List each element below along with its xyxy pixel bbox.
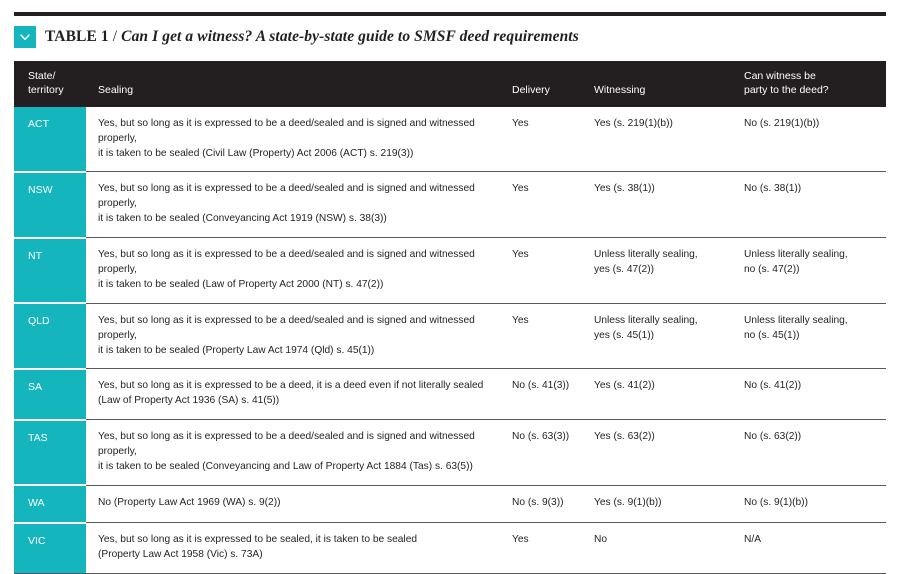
smsf-deed-requirements-table bbox=[14, 61, 886, 574]
cell-sealing bbox=[86, 238, 510, 304]
cell-sealing bbox=[86, 485, 510, 522]
column-header-state-line2: territory bbox=[28, 83, 64, 96]
table-row bbox=[14, 107, 886, 172]
cell-delivery-line1: No (s. 41(3)) bbox=[512, 380, 570, 392]
cell-sealing-line2: it is taken to be sealed (Conveyancing Act 1919 (NSW) s. 38(3)) bbox=[98, 213, 387, 225]
state-badge-label: VIC bbox=[28, 534, 46, 547]
cell-sealing-line2: (Property Law Act 1958 (Vic) s. 73A) bbox=[98, 549, 263, 561]
state-badge bbox=[14, 485, 86, 522]
table-row bbox=[14, 523, 886, 574]
cell-delivery bbox=[510, 523, 592, 574]
cell-witnessing-line1: Yes (s. 219(1)(b)) bbox=[594, 117, 673, 129]
table-header bbox=[14, 61, 886, 107]
column-header-party-to-deed bbox=[742, 61, 886, 107]
state-badge bbox=[14, 420, 86, 486]
cell-sealing bbox=[86, 369, 510, 420]
cell-witnessing bbox=[592, 369, 742, 420]
state-badge bbox=[14, 238, 86, 304]
cell-delivery bbox=[510, 238, 592, 304]
cell-party-line1: No (s. 219(1)(b)) bbox=[744, 117, 820, 129]
table-row bbox=[14, 420, 886, 486]
cell-sealing-line1: Yes, but so long as it is expressed to be a deed/sealed and is signed and witnessed properly, bbox=[98, 249, 475, 275]
column-header-party-line1: Can witness be bbox=[744, 70, 816, 82]
caption-text bbox=[45, 29, 579, 45]
state-badge-label: NSW bbox=[28, 183, 53, 196]
cell-witnessing bbox=[592, 523, 742, 574]
cell-delivery-line1: Yes bbox=[512, 534, 529, 546]
page-title: Can I get a witness? A state-by-state guide to SMSF deed requirements bbox=[121, 28, 579, 46]
cell-delivery-line1: No (s. 63(3)) bbox=[512, 431, 570, 443]
column-header-party-line2: party to the deed? bbox=[744, 83, 829, 96]
cell-party bbox=[742, 485, 886, 522]
column-header-delivery bbox=[510, 61, 592, 107]
column-header-witnessing-label: Witnessing bbox=[594, 83, 646, 96]
cell-party bbox=[742, 369, 886, 420]
state-badge bbox=[14, 172, 86, 238]
cell-party bbox=[742, 303, 886, 369]
cell-witnessing-line1: Yes (s. 41(2)) bbox=[594, 380, 655, 392]
cell-sealing-line2: (Law of Property Act 1936 (SA) s. 41(5)) bbox=[98, 395, 280, 407]
cell-delivery-line1: No (s. 9(3)) bbox=[512, 496, 564, 508]
table-row bbox=[14, 303, 886, 369]
cell-witnessing-line2: yes (s. 47(2)) bbox=[594, 263, 655, 275]
cell-witnessing bbox=[592, 485, 742, 522]
cell-party-line1: No (s. 9(1)(b)) bbox=[744, 496, 808, 508]
column-header-witnessing bbox=[592, 61, 742, 107]
cell-witnessing-line1: No bbox=[594, 534, 608, 546]
cell-sealing-line2: it is taken to be sealed (Law of Property Act 2000 (NT) s. 47(2)) bbox=[98, 278, 384, 290]
table-figure bbox=[0, 12, 900, 561]
cell-delivery-line1: Yes bbox=[512, 183, 529, 195]
state-badge-label: TAS bbox=[28, 431, 48, 444]
cell-sealing-line1: Yes, but so long as it is expressed to be a deed/sealed and is signed and witnessed properly, bbox=[98, 431, 475, 458]
cell-sealing bbox=[86, 303, 510, 369]
cell-party bbox=[742, 238, 886, 304]
cell-witnessing bbox=[592, 238, 742, 304]
cell-witnessing-line2: yes (s. 45(1)) bbox=[594, 329, 655, 341]
cell-party bbox=[742, 107, 886, 172]
cell-delivery bbox=[510, 107, 592, 172]
cell-witnessing bbox=[592, 107, 742, 172]
state-badge-label: NT bbox=[28, 249, 42, 262]
cell-sealing-line1: Yes, but so long as it is expressed to be a deed/sealed and is signed and witnessed properly, bbox=[98, 314, 475, 341]
cell-sealing-line1: Yes, but so long as it is expressed to be sealed, it is taken to be sealed bbox=[98, 534, 418, 546]
cell-party-line1: No (s. 63(2)) bbox=[744, 431, 802, 443]
cell-sealing-line2: it is taken to be sealed (Property Law Act 1974 (Qld) s. 45(1)) bbox=[98, 344, 375, 356]
cell-witnessing bbox=[592, 303, 742, 369]
cell-party-line1: No (s. 38(1)) bbox=[744, 183, 802, 195]
table-caption bbox=[14, 16, 886, 54]
cell-sealing bbox=[86, 172, 510, 238]
column-header-state bbox=[14, 61, 86, 107]
state-badge-label: QLD bbox=[28, 315, 50, 328]
column-header-sealing-label: Sealing bbox=[98, 83, 134, 96]
cell-sealing bbox=[86, 420, 510, 486]
cell-witnessing-line1: Unless literally sealing, bbox=[594, 249, 698, 261]
state-badge bbox=[14, 107, 86, 172]
cell-party-line2: no (s. 47(2)) bbox=[744, 263, 800, 275]
chevron-down-icon[interactable] bbox=[14, 26, 36, 48]
column-header-sealing bbox=[86, 61, 510, 107]
cell-witnessing-line1: Yes (s. 63(2)) bbox=[594, 431, 655, 443]
cell-party-line1: Unless literally sealing, bbox=[744, 314, 848, 326]
cell-witnessing-line1: Yes (s. 9(1)(b)) bbox=[594, 496, 662, 508]
caption-slash: / bbox=[112, 28, 118, 46]
cell-sealing-line2: it is taken to be sealed (Civil Law (Property) Act 2006 (ACT) s. 219(3)) bbox=[98, 147, 414, 159]
state-badge bbox=[14, 303, 86, 369]
state-badge bbox=[14, 369, 86, 420]
table-row bbox=[14, 485, 886, 522]
table-body bbox=[14, 107, 886, 574]
state-badge-label: ACT bbox=[28, 117, 49, 130]
cell-sealing bbox=[86, 523, 510, 574]
state-badge-label: SA bbox=[28, 380, 43, 393]
cell-sealing-line1: No (Property Law Act 1969 (WA) s. 9(2)) bbox=[98, 496, 281, 508]
cell-delivery bbox=[510, 369, 592, 420]
table-label: TABLE 1 bbox=[45, 28, 109, 46]
cell-sealing-line2: it is taken to be sealed (Conveyancing and Law of Property Act 1884 (Tas) s. 63(5)) bbox=[98, 460, 473, 472]
cell-delivery bbox=[510, 485, 592, 522]
cell-sealing-line1: Yes, but so long as it is expressed to be a deed, it is a deed even if not literally sealed bbox=[98, 380, 484, 392]
table-row bbox=[14, 369, 886, 420]
cell-delivery-line1: Yes bbox=[512, 314, 529, 326]
table-row bbox=[14, 238, 886, 304]
cell-witnessing bbox=[592, 420, 742, 486]
cell-party bbox=[742, 172, 886, 238]
cell-delivery bbox=[510, 420, 592, 486]
cell-party-line1: N/A bbox=[744, 534, 761, 546]
cell-sealing-line1: Yes, but so long as it is expressed to be a deed/sealed and is signed and witnessed properly, bbox=[98, 117, 475, 144]
cell-party-line2: no (s. 45(1)) bbox=[744, 329, 800, 341]
cell-delivery-line1: Yes bbox=[512, 249, 529, 261]
cell-sealing bbox=[86, 107, 510, 172]
cell-delivery-line1: Yes bbox=[512, 117, 529, 129]
table-header-row bbox=[14, 61, 886, 107]
column-header-state-line1: State/ bbox=[28, 70, 56, 82]
cell-witnessing-line1: Yes (s. 38(1)) bbox=[594, 183, 655, 195]
state-badge bbox=[14, 523, 86, 574]
cell-witnessing bbox=[592, 172, 742, 238]
cell-delivery bbox=[510, 172, 592, 238]
cell-sealing-line1: Yes, but so long as it is expressed to be a deed/sealed and is signed and witnessed properly, bbox=[98, 183, 475, 210]
cell-party bbox=[742, 420, 886, 486]
cell-delivery bbox=[510, 303, 592, 369]
cell-party-line1: Unless literally sealing, bbox=[744, 249, 848, 261]
state-badge-label: WA bbox=[28, 497, 45, 510]
cell-party bbox=[742, 523, 886, 574]
column-header-delivery-label: Delivery bbox=[512, 83, 550, 96]
cell-witnessing-line1: Unless literally sealing, bbox=[594, 314, 698, 326]
table-row bbox=[14, 172, 886, 238]
cell-party-line1: No (s. 41(2)) bbox=[744, 380, 802, 392]
